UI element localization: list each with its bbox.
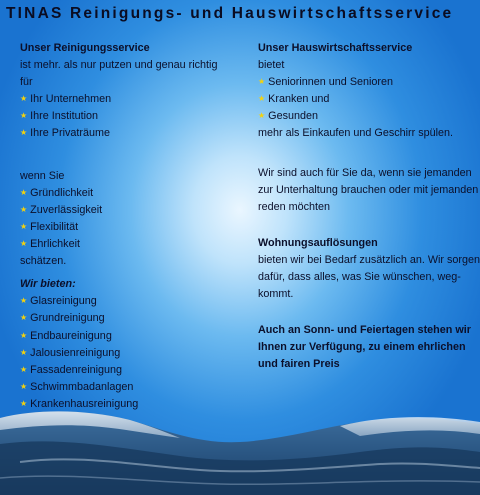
paragraph-line: kommt. [258, 288, 294, 301]
star-icon: ★ [20, 221, 28, 231]
star-icon: ★ [20, 128, 28, 138]
list-item: ★ Ihre Institution [20, 110, 98, 123]
intro-line-2: für [20, 76, 33, 89]
star-icon: ★ [20, 187, 28, 197]
wenn-sie-text: wenn Sie [20, 169, 65, 182]
bietet-text: bietet [258, 59, 285, 72]
paragraph-line: Wir sind auch für Sie da, wenn sie jemanden [258, 166, 472, 179]
ocean-waves-image [0, 404, 480, 495]
wir-bieten-heading: Wir bieten: [20, 278, 76, 291]
paragraph-line: dafür, dass alles, was Sie wünschen, weg- [258, 271, 461, 284]
star-icon: ★ [20, 381, 28, 391]
household-service-column [258, 40, 478, 374]
cleaning-service-column [20, 40, 240, 413]
schaetzen-text: schätzen. [20, 255, 67, 268]
paragraph-line: reden möchten [258, 200, 331, 213]
list-item: ★ Seniorinnen und Senioren [258, 76, 394, 89]
list-item: ★ Zuverlässigkeit [20, 203, 103, 216]
household-service-heading: Unser Hauswirtschaftsservice [258, 42, 413, 54]
star-icon: ★ [20, 364, 28, 374]
star-icon: ★ [20, 239, 28, 249]
list-item: ★ Endbaureinigung [20, 329, 112, 342]
list-item: ★ Krankenhausreinigung [20, 397, 139, 410]
holiday-availability-text: Auch an Sonn- und Feiertagen stehen wir [258, 324, 471, 337]
paragraph-line: bieten wir bei Bedarf zusätzlich an. Wir sorgen [258, 253, 480, 266]
list-item: ★ Schwimmbadanlagen [20, 380, 134, 393]
list-item: ★ Gesunden [258, 110, 318, 123]
more-than-text: mehr als Einkaufen und Geschirr spülen. [258, 127, 454, 140]
intro-line-1: ist mehr. als nur putzen und genau richtig [20, 59, 218, 72]
star-icon: ★ [20, 313, 28, 323]
list-item: ★ Ihr Unternehmen [20, 93, 112, 106]
star-icon: ★ [20, 398, 28, 408]
list-item: ★ Ihre Privaträume [20, 127, 110, 140]
list-item: ★ Jalousienreinigung [20, 346, 121, 359]
list-item: ★ Flexibilität [20, 220, 79, 233]
star-icon: ★ [20, 111, 28, 121]
star-icon: ★ [258, 77, 266, 87]
cleaning-service-heading: Unser Reinigungsservice [20, 42, 150, 54]
list-item: ★ Ehrlichkeit [20, 238, 80, 251]
star-icon: ★ [258, 94, 266, 104]
star-icon: ★ [258, 111, 266, 121]
star-icon: ★ [20, 94, 28, 104]
star-icon: ★ [20, 330, 28, 340]
paragraph-line: zur Unterhaltung brauchen oder mit jemanden [258, 183, 479, 196]
list-item: ★ Grundreinigung [20, 312, 105, 325]
apartment-clearance-heading: Wohnungsauflösungen [258, 236, 378, 249]
holiday-availability-text: und fairen Preis [258, 358, 340, 371]
list-item: ★ Kranken und [258, 93, 330, 106]
star-icon: ★ [20, 296, 28, 306]
star-icon: ★ [20, 204, 28, 214]
star-icon: ★ [20, 347, 28, 357]
list-item: ★ Fassadenreinigung [20, 363, 123, 376]
page-title: TINAS Reinigungs- und Hauswirtschaftsservice [6, 5, 454, 22]
holiday-availability-text: Ihnen zur Verfügung, zu einem ehrlichen [258, 341, 466, 354]
list-item: ★ Glasreinigung [20, 295, 97, 308]
list-item: ★ Gründlichkeit [20, 186, 94, 199]
